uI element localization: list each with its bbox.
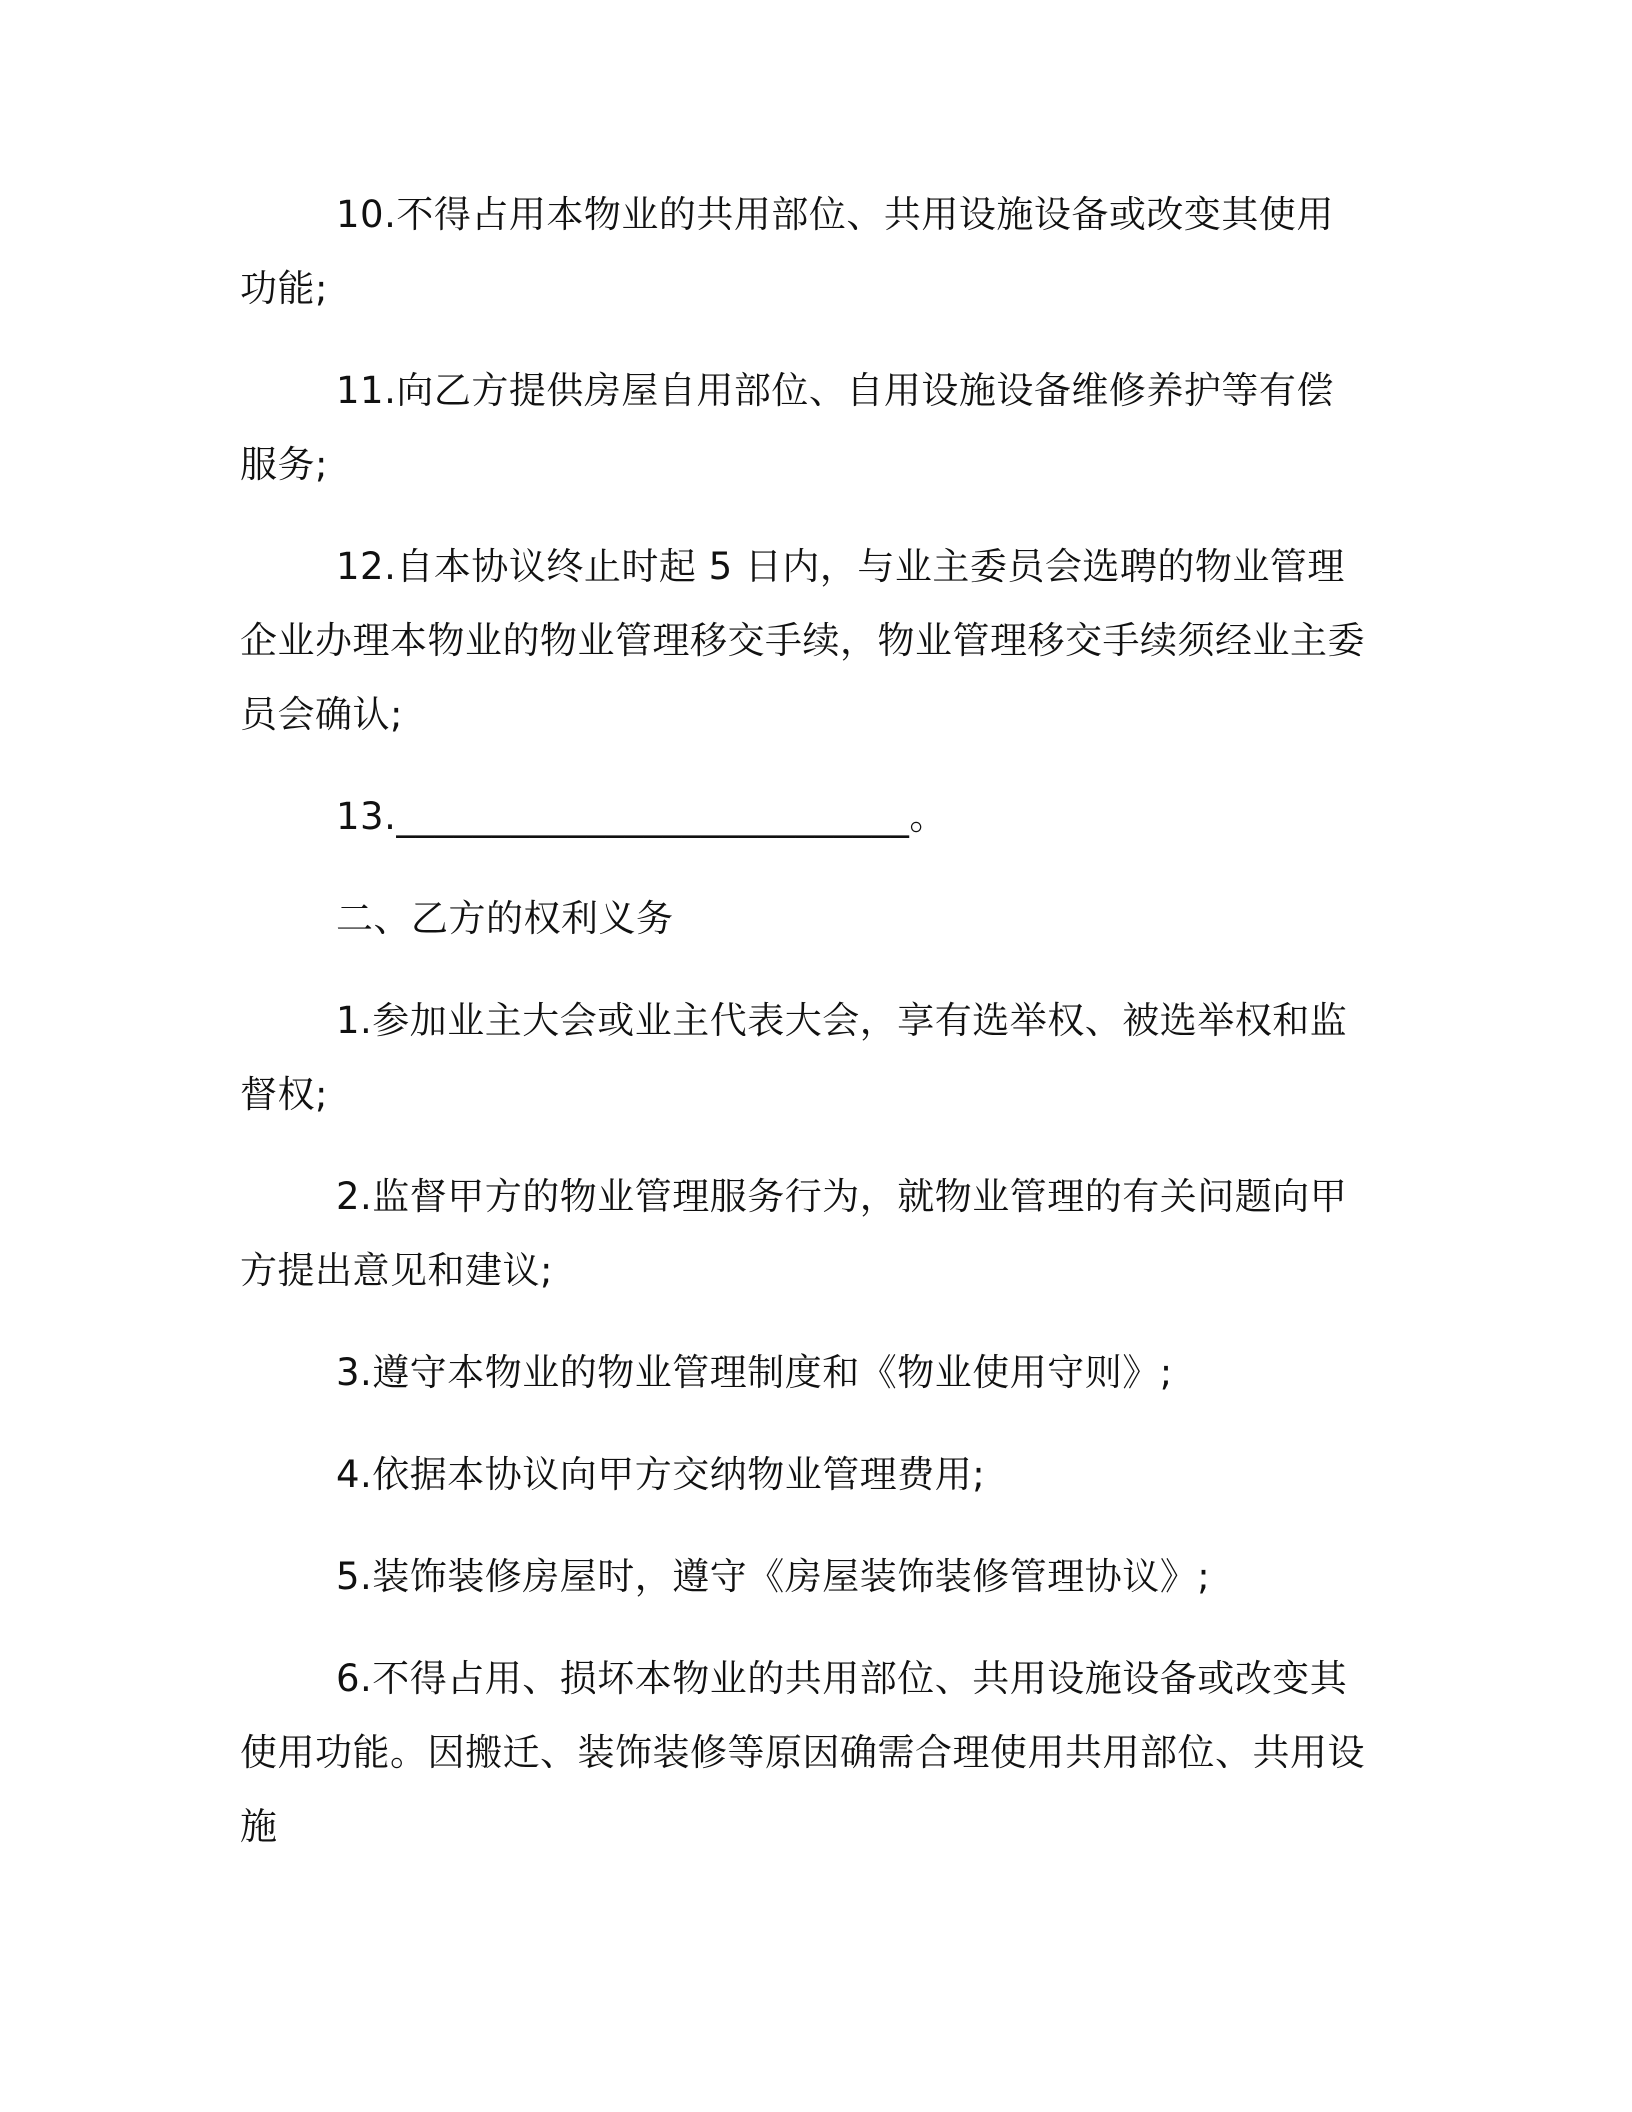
party-b-clause-6: 6.不得占用、损坏本物业的共用部位、共用设施设备或改变其使用功能。因搬迁、装饰装修等原因确需合理使用共用部位、共用设施 [240, 1657, 1365, 1848]
document-body [240, 178, 1370, 1864]
clause-11: 11.向乙方提供房屋自用部位、自用设施设备维修养护等有偿服务; [240, 369, 1334, 486]
party-b-clause-5: 5.装饰装修房屋时，遵守《房屋装饰装修管理协议》; [336, 1555, 1211, 1598]
party-b-clause-3: 3.遵守本物业的物业管理制度和《物业使用守则》; [336, 1351, 1173, 1394]
clause-12: 12.自本协议终止时起 5 日内，与业主委员会选聘的物业管理企业办理本物业的物业管理移交手续，物业管理移交手续须经业主委员会确认; [240, 545, 1365, 736]
party-b-clause-4: 4.依据本协议向甲方交纳物业管理费用; [336, 1453, 986, 1496]
clause-13-blank: 13.___________________________。 [336, 795, 947, 838]
section-heading-party-b: 二、乙方的权利义务 [336, 897, 674, 940]
party-b-clause-1: 1.参加业主大会或业主代表大会，享有选举权、被选举权和监督权; [240, 999, 1348, 1116]
party-b-clause-2: 2.监督甲方的物业管理服务行为，就物业管理的有关问题向甲方提出意见和建议; [240, 1175, 1348, 1292]
clause-10: 10.不得占用本物业的共用部位、共用设施设备或改变其使用功能; [240, 193, 1334, 310]
